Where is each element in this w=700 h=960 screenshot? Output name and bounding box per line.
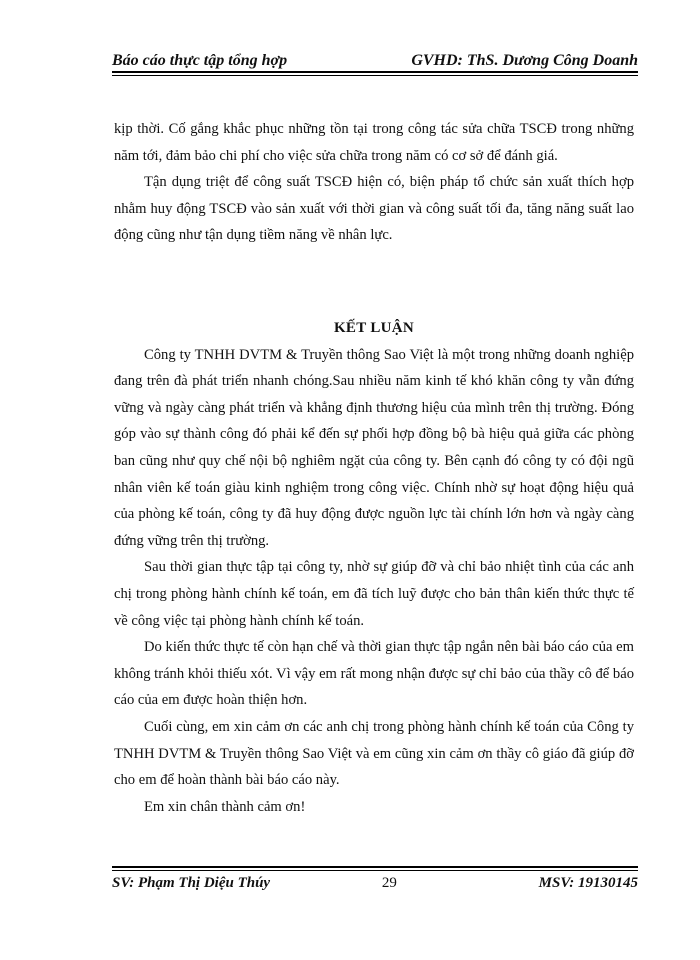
intro-section <box>114 116 634 249</box>
header-divider <box>112 71 638 76</box>
conclusion-paragraph-1: Công ty TNHH DVTM & Truyền thông Sao Việt là một trong những doanh nghiệp đang trên đà phát triển nhanh chóng.Sau nhiều năm kinh tế khó khăn công ty vẫn đứng vững và ngày càng phát triển và khẳng định thương hiệu của mình trên thị trường. Đóng góp vào sự thành công đó phải kể đến sự phối hợp đồng bộ bà hiệu quả giữa các phòng ban cũng như quy chế nội bộ nghiêm ngặt của công ty. Bên cạnh đó công ty có đội ngũ nhân viên kế toán giàu kinh nghiệm trong công việc. Chính nhờ sự hoạt động hiệu quả của phòng kế toán, công ty đã huy động được nguồn lực tài chính lớn hơn và ngày càng đứng vững trên thị trường. <box>114 346 634 549</box>
page-footer <box>112 872 638 894</box>
conclusion-paragraph-4: Cuối cùng, em xin cảm ơn các anh chị trong phòng hành chính kế toán của Công ty TNHH DVTM & Truyền thông Sao Việt và em cũng xin cảm ơn thầy cô giáo đã giúp đỡ cho em để hoàn thành bài báo cáo này. <box>114 718 634 789</box>
page-header <box>112 44 638 70</box>
conclusion-section <box>114 315 634 820</box>
header-supervisor: GVHD: ThS. Dương Công Doanh <box>411 52 638 69</box>
footer-student-name: SV: Phạm Thị Diệu Thúy <box>112 874 271 891</box>
intro-paragraph-1: kịp thời. Cố gắng khắc phục những tồn tại trong công tác sửa chữa TSCĐ trong những năm tới, đảm bảo chi phí cho việc sửa chữa trong năm có cơ sở để đánh giá. <box>114 121 634 164</box>
footer-student-id: MSV: 19130145 <box>538 874 638 891</box>
conclusion-heading: KẾT LUẬN <box>333 320 415 336</box>
footer-divider <box>112 866 638 871</box>
header-report-title: Báo cáo thực tập tổng hợp <box>112 52 288 69</box>
conclusion-paragraph-2: Sau thời gian thực tập tại công ty, nhờ sự giúp đỡ và chỉ bảo nhiệt tình của các anh chị trong phòng hành chính kế toán, em đã tích luỹ được cho bản thân kiến thức thực tế về công việc tại phòng hành chính kế toán. <box>114 559 634 629</box>
conclusion-paragraph-3: Do kiến thức thực tế còn hạn chế và thời gian thực tập ngắn nên bài báo cáo của em không tránh khỏi thiếu xót. Vì vậy em rất mong nhận được sự chỉ bảo của thầy cô để báo cáo của em được hoàn thiện hơn. <box>114 639 634 709</box>
conclusion-paragraph-5: Em xin chân thành cảm ơn! <box>144 798 306 815</box>
page-number: 29 <box>381 874 397 891</box>
intro-paragraph-2: Tận dụng triệt để công suất TSCĐ hiện có, biện pháp tổ chức sản xuất thích hợp nhằm huy động TSCĐ vào sản xuất với thời gian và công suất tối đa, tăng năng suất lao động cũng như tận dụng tiềm năng về nhân lực. <box>114 174 634 244</box>
